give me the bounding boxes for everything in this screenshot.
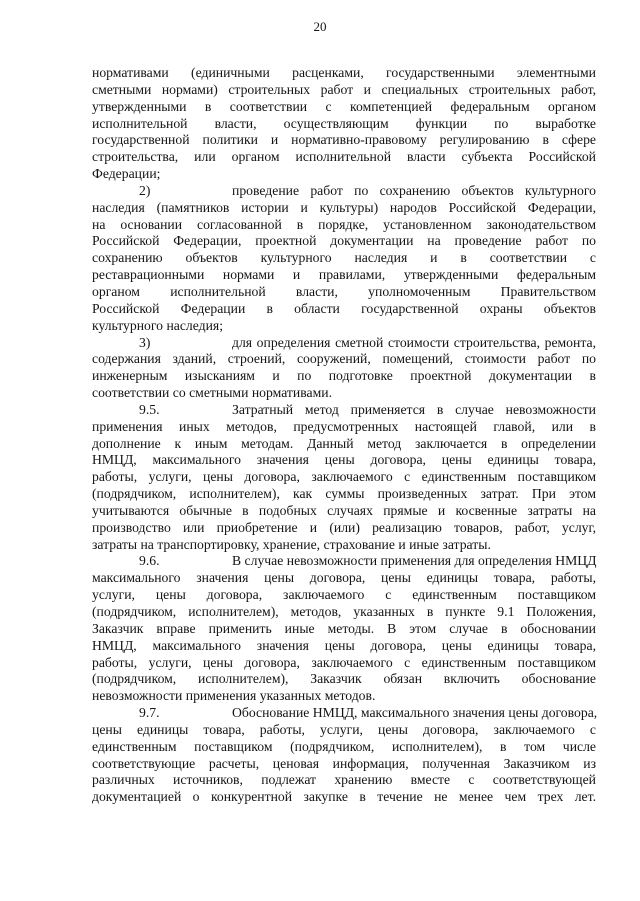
item-number: 2) — [139, 182, 151, 198]
text-line — [92, 789, 596, 806]
text-line — [92, 604, 596, 621]
text-line — [92, 301, 596, 318]
paragraph-first-line — [92, 553, 596, 570]
line-text: Федерации; — [92, 166, 161, 182]
item-number: 3) — [139, 334, 151, 350]
text-line — [92, 65, 596, 82]
line-text: нормативами (единичными расценками, государственными элементными — [92, 65, 596, 80]
line-text: Заказчик вправе применить иные методы. В этом случае в обосновании — [92, 620, 596, 636]
text-line — [92, 166, 596, 183]
page-number: 20 — [313, 19, 327, 34]
line-text: Российской Федерации в области государственной охраны объектов — [92, 300, 596, 316]
text-line — [92, 688, 596, 705]
text-line — [92, 503, 596, 520]
text-line — [92, 621, 596, 638]
line-text: различных источников, подлежат хранению вместе с соответствующей — [92, 772, 596, 788]
line-text: Затратный метод применяется в случае невозможности — [232, 401, 596, 417]
line-text: содержания зданий, строений, сооружений, помещений, стоимости работ по — [92, 351, 596, 367]
line-text: работы, услуги, цены договора, заключаемого с единственным поставщиком — [92, 469, 596, 485]
paragraph-first-line — [92, 183, 596, 200]
paragraph-first-line — [92, 335, 596, 352]
text-line — [92, 99, 596, 116]
paragraph-first-line — [92, 402, 596, 419]
line-text: производство или приобретение и (или) реализацию товаров, работ, услуг, — [92, 519, 596, 535]
text-line — [92, 233, 596, 250]
line-text: дополнение к иным методам. Данный метод заключается в определении — [92, 435, 596, 451]
line-text: применения иных методов, предусмотренных настоящей главой, или в — [92, 418, 596, 434]
line-text: соответствии со сметными нормативами. — [92, 385, 332, 401]
text-line — [92, 570, 596, 587]
item-number: 9.7. — [139, 705, 160, 721]
text-line — [92, 284, 596, 301]
text-line — [92, 217, 596, 234]
line-text: утвержденными в соответствии с компетенцией федеральным органом — [92, 98, 596, 114]
item-number: 9.5. — [139, 401, 160, 417]
line-text: затраты на транспортировку, хранение, страхование и иные затраты. — [92, 536, 491, 552]
line-text: исполнительной власти, осуществляющим функции по выработке — [92, 115, 596, 131]
text-line — [92, 149, 596, 166]
text-line — [92, 132, 596, 149]
line-text: сметными нормами) строительных работ и специальных строительных работ, — [92, 81, 596, 97]
line-text: НМЦД, максимального значения цены договора, цены единицы товара, — [92, 452, 596, 468]
text-line — [92, 436, 596, 453]
text-line — [92, 638, 596, 655]
item-number: 9.6. — [139, 553, 160, 569]
text-line — [92, 419, 596, 436]
text-line — [92, 469, 596, 486]
line-text: цены единицы товара, работы, услуги, цены договора, заключаемого с — [92, 721, 596, 737]
text-line — [92, 452, 596, 469]
text-line — [92, 116, 596, 133]
line-text: культурного наследия; — [92, 317, 224, 333]
text-line — [92, 655, 596, 672]
text-line — [92, 739, 596, 756]
text-line — [92, 486, 596, 503]
text-line — [92, 520, 596, 537]
line-text: проведение работ по сохранению объектов культурного — [232, 182, 596, 198]
text-line — [92, 368, 596, 385]
line-text: В случае невозможности применения для определения НМЦД — [232, 553, 597, 569]
line-text: на основании согласованной в порядке, установленном законодательством — [92, 216, 596, 232]
line-text: сохранению объектов культурного наследия и в соответствии с — [92, 250, 596, 266]
line-text: для определения сметной стоимости строительства, ремонта, — [232, 334, 596, 350]
line-text: учитываются обычные в подобных случаях прямые и косвенные затраты на — [92, 502, 596, 518]
line-text: (подрядчиком, исполнителем), методов, указанных в пункте 9.1 Положения, — [92, 604, 596, 619]
text-line — [92, 351, 596, 368]
line-text: максимального значения цены договора, цены единицы товара, работы, — [92, 570, 596, 586]
text-line — [92, 82, 596, 99]
line-text: строительства, или органом исполнительной власти субъекта Российской — [92, 149, 596, 165]
text-line — [92, 200, 596, 217]
text-line — [92, 587, 596, 604]
line-text: наследия (памятников истории и культуры) народов Российской Федерации, — [92, 199, 596, 215]
line-text: НМЦД, максимального значения цены договора, цены единицы товара, — [92, 637, 596, 653]
text-line — [92, 772, 596, 789]
line-text: документацией о конкурентной закупке в течение не менее чем трех лет. — [92, 789, 596, 805]
line-text: работы, услуги, цены договора, заключаемого с единственным поставщиком — [92, 654, 596, 670]
line-text: государственной политики и нормативно-правовому регулированию в сфере — [92, 132, 596, 148]
text-line — [92, 722, 596, 739]
line-text: органом исполнительной власти, уполномоченным Правительством — [92, 283, 596, 299]
text-line — [92, 756, 596, 773]
text-line — [92, 537, 596, 554]
line-text: единственным поставщиком (подрядчиком, исполнителем), в том числе — [92, 738, 596, 754]
document-body — [92, 65, 596, 806]
text-line — [92, 671, 596, 688]
line-text: (подрядчиком, исполнителем), Заказчик обязан включить обоснование — [92, 671, 596, 687]
line-text: реставрационными нормами и правилами, утвержденными федеральным — [92, 267, 596, 283]
paragraph-first-line — [92, 705, 596, 722]
text-line — [92, 250, 596, 267]
text-line — [92, 385, 596, 402]
text-line — [92, 267, 596, 284]
line-text: (подрядчиком, исполнителем), как суммы произведенных затрат. При этом — [92, 486, 596, 502]
line-text: соответствующие расчеты, ценовая информация, полученная Заказчиком из — [92, 755, 596, 771]
line-text: услуги, цены договора, заключаемого с единственным поставщиком — [92, 587, 596, 603]
line-text: Обоснование НМЦД, максимального значения цены договора, — [232, 705, 598, 721]
line-text: Российской Федерации, проектной документации на проведение работ по — [92, 233, 596, 249]
text-line — [92, 318, 596, 335]
line-text: невозможности применения указанных методов. — [92, 688, 376, 704]
line-text: инженерным изысканиям и по подготовке проектной документации в — [92, 368, 596, 384]
